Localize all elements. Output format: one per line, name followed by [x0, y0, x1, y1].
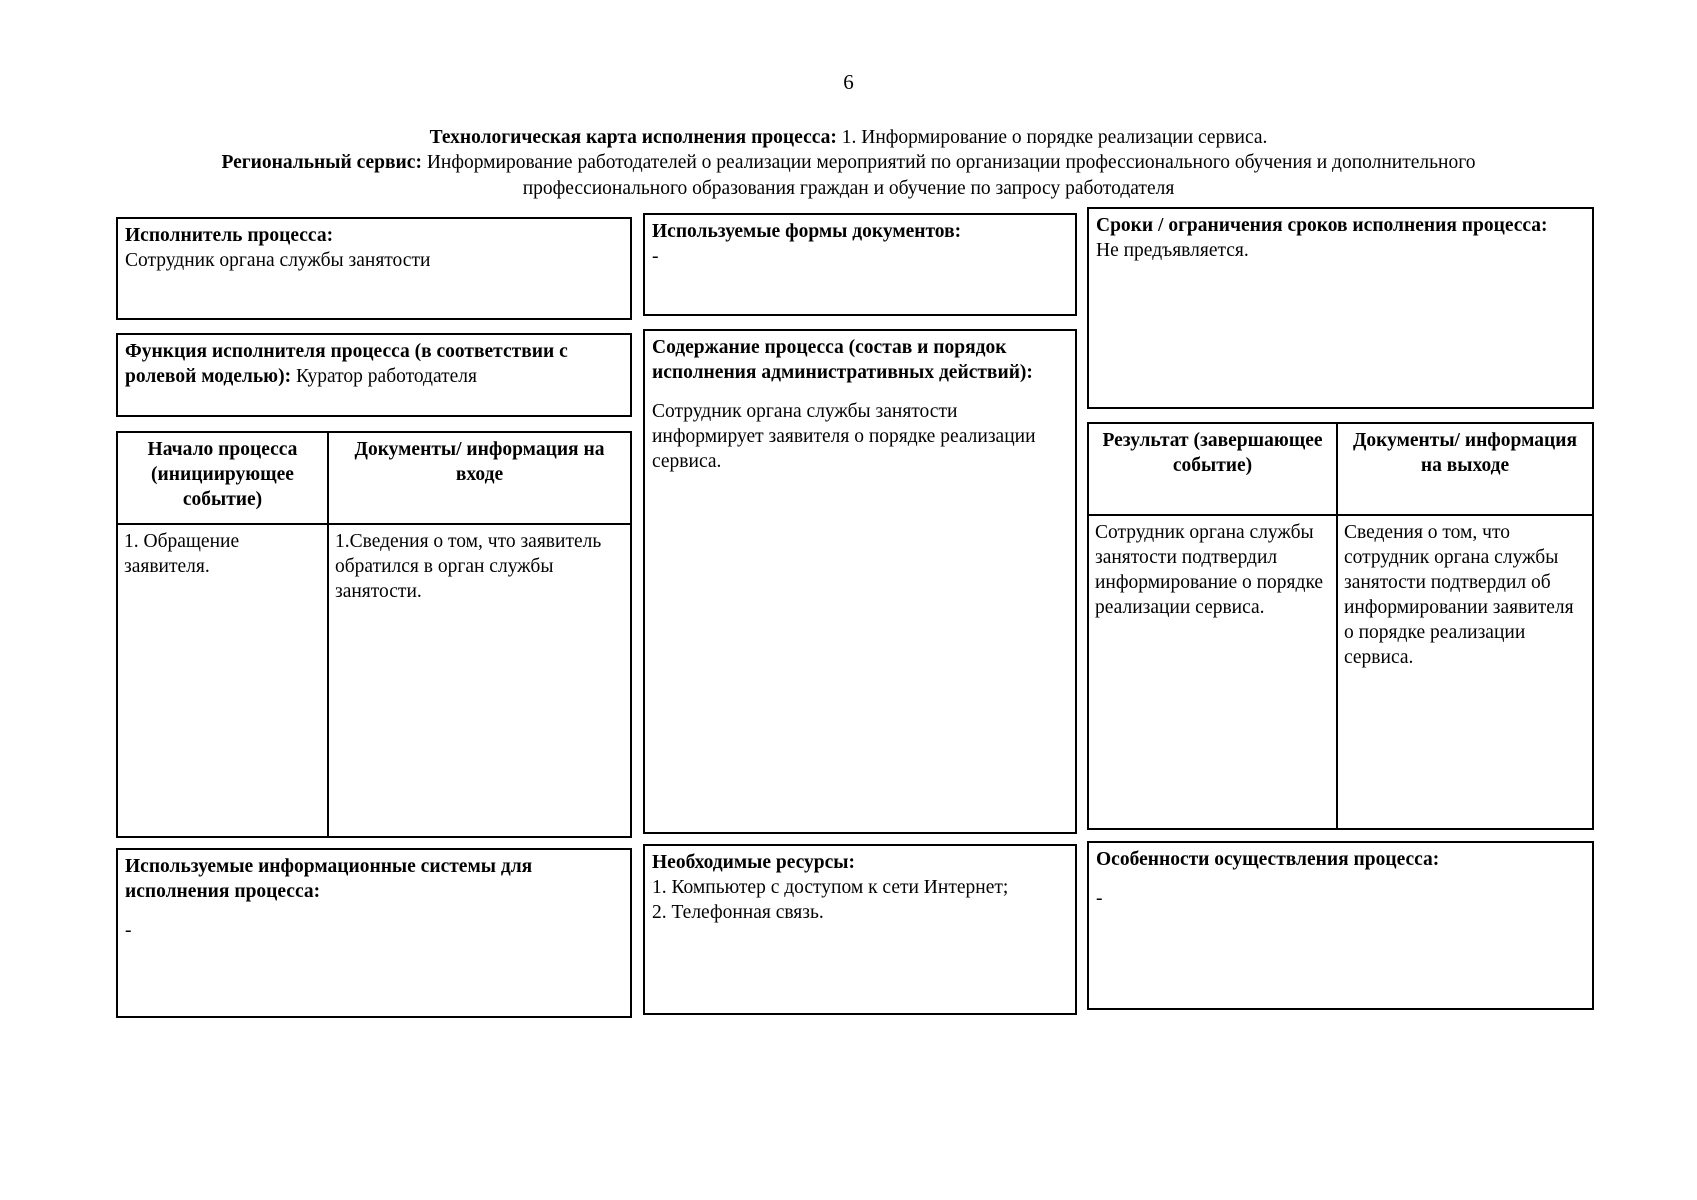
function-label: Функция исполнителя процесса (в соответствии с ролевой моделью): — [125, 341, 568, 387]
executor-value: Сотрудник органа службы занятости — [125, 250, 431, 271]
result-event-value: Сотрудник органа службы занятости подтвердил информирование о порядке реализации сервиса. — [1089, 516, 1338, 828]
resources-label: Необходимые ресурсы: — [652, 852, 856, 873]
info-systems-value: - — [125, 920, 132, 941]
features-value: - — [1096, 888, 1103, 909]
content-label: Содержание процесса (состав и порядок исполнения административных действий): — [652, 337, 1033, 383]
forms-box — [643, 213, 1077, 316]
deadlines-value: Не предъявляется. — [1096, 240, 1249, 261]
service-title-label: Региональный сервис: — [221, 152, 422, 173]
executor-box — [116, 217, 632, 320]
executor-label: Исполнитель процесса: — [125, 225, 334, 246]
service-title-continuation: профессионального образования граждан и обучение по запросу работодателя — [522, 178, 1175, 199]
service-title-value: Информирование работодателей о реализации мероприятий по организации профессионального обучения и дополнительного — [421, 152, 1476, 173]
input-docs-header: Документы/ информация на входе — [329, 433, 630, 525]
deadlines-box — [1087, 207, 1594, 409]
content-value: Сотрудник органа службы занятости информирует заявителя о порядке реализации сервиса. — [652, 401, 1036, 472]
resources-item-1: 1. Компьютер с доступом к сети Интернет; — [652, 877, 1009, 898]
forms-label: Используемые формы документов: — [652, 221, 962, 242]
start-table — [116, 431, 632, 838]
info-systems-box — [116, 848, 632, 1018]
content-box — [643, 329, 1077, 834]
input-docs-value: 1.Сведения о том, что заявитель обратился в орган службы занятости. — [335, 531, 602, 602]
result-event-header: Результат (завершающее событие) — [1089, 424, 1338, 516]
start-event-header: Начало процесса (инициирующее событие) — [118, 433, 329, 525]
result-table — [1087, 422, 1594, 830]
function-box — [116, 333, 632, 417]
resources-item-2: 2. Телефонная связь. — [652, 902, 824, 923]
card-title-line — [0, 125, 1697, 150]
features-box — [1087, 841, 1594, 1010]
function-value: Куратор работодателя — [291, 366, 478, 387]
service-title-line — [0, 150, 1697, 175]
start-event-value: 1. Обращение заявителя. — [118, 525, 329, 836]
deadlines-label: Сроки / ограничения сроков исполнения процесса: — [1096, 215, 1548, 236]
features-label: Особенности осуществления процесса: — [1096, 849, 1440, 870]
output-docs-value: Сведения о том, что сотрудник органа службы занятости подтвердил об информировании заявителя о порядке реализации сервиса. — [1344, 522, 1574, 668]
card-title-label: Технологическая карта исполнения процесса: — [429, 127, 837, 148]
output-docs-header: Документы/ информация на выходе — [1338, 424, 1592, 516]
card-title-value: 1. Информирование о порядке реализации сервиса. — [836, 127, 1268, 148]
resources-box — [643, 844, 1077, 1015]
info-systems-label: Используемые информационные системы для исполнения процесса: — [125, 856, 533, 902]
page-number: 6 — [843, 70, 854, 94]
forms-value: - — [652, 246, 659, 267]
